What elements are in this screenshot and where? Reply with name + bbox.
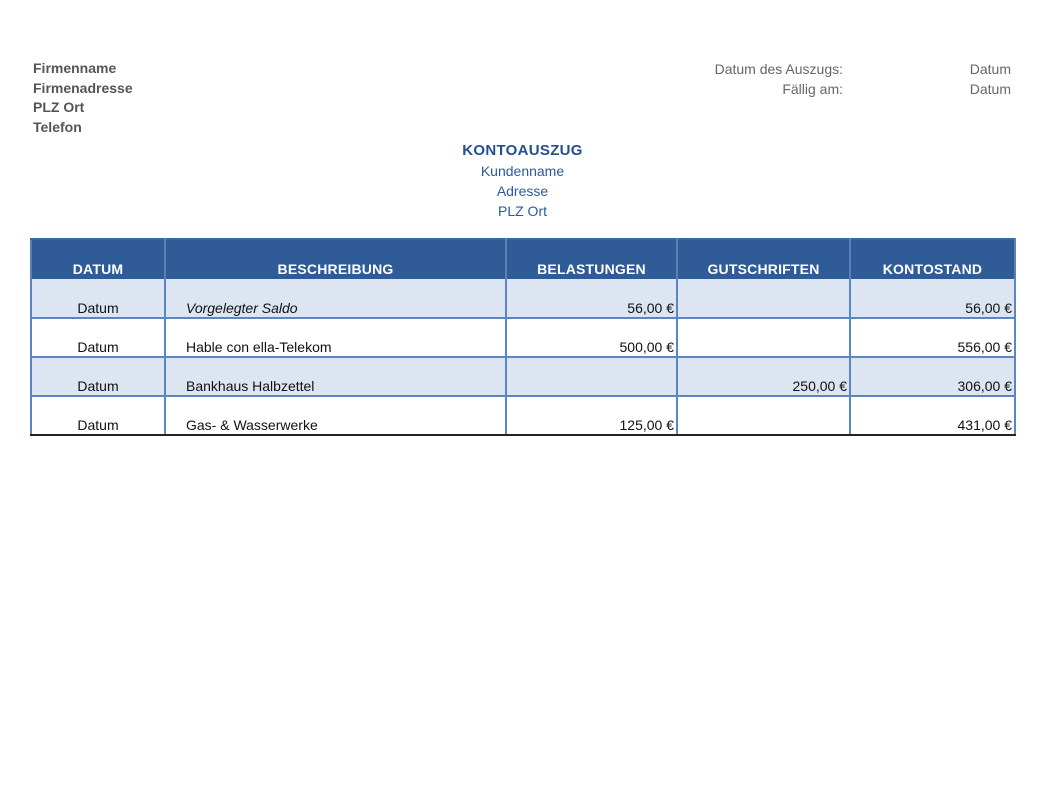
row-credit (677, 318, 850, 357)
row-date: Datum (31, 357, 165, 396)
row-description: Vorgelegter Saldo (165, 279, 506, 318)
row-description: Gas- & Wasserwerke (165, 396, 506, 435)
table-row (31, 318, 1015, 357)
customer-address: Adresse (496, 183, 549, 199)
row-credit (677, 279, 850, 318)
due-date-label: Fällig am: (782, 81, 843, 97)
row-description: Bankhaus Halbzettel (165, 357, 506, 396)
row-balance: 556,00 € (850, 318, 1015, 357)
statement-date-label: Datum des Auszugs: (714, 61, 843, 77)
row-debit: 500,00 € (506, 318, 677, 357)
row-date: Datum (31, 318, 165, 357)
statement-date-row (640, 59, 1011, 79)
table-row (31, 279, 1015, 318)
statement-title: KONTOAUSZUG (462, 142, 583, 159)
customer-name: Kundenname (480, 163, 565, 179)
row-credit: 250,00 € (677, 357, 850, 396)
company-name: Firmenname (33, 60, 117, 76)
row-balance: 431,00 € (850, 396, 1015, 435)
row-balance: 56,00 € (850, 279, 1015, 318)
company-info (33, 59, 133, 137)
column-header-balance: KONTOSTAND (850, 239, 1015, 279)
row-debit: 125,00 € (506, 396, 677, 435)
row-balance: 306,00 € (850, 357, 1015, 396)
column-header-credit: GUTSCHRIFTEN (677, 239, 850, 279)
row-debit: 56,00 € (506, 279, 677, 318)
table-header-row (31, 239, 1015, 279)
company-phone: Telefon (33, 118, 82, 135)
statement-date-value: Datum (969, 61, 1011, 77)
customer-city: PLZ Ort (497, 203, 547, 219)
due-date-value: Datum (969, 81, 1011, 97)
table-row (31, 396, 1015, 435)
statement-header (0, 141, 1038, 221)
table-row (31, 357, 1015, 396)
statement-meta (640, 59, 1011, 99)
column-header-date: DATUM (31, 239, 165, 279)
row-credit (677, 396, 850, 435)
company-address: Firmenadresse (33, 79, 133, 96)
row-date: Datum (31, 279, 165, 318)
row-debit (506, 357, 677, 396)
row-description: Hable con ella-Telekom (165, 318, 506, 357)
statement-table (30, 238, 1016, 436)
column-header-description: BESCHREIBUNG (165, 239, 506, 279)
due-date-row (640, 79, 1011, 99)
row-date: Datum (31, 396, 165, 435)
company-city: PLZ Ort (33, 99, 85, 115)
column-header-debit: BELASTUNGEN (506, 239, 677, 279)
